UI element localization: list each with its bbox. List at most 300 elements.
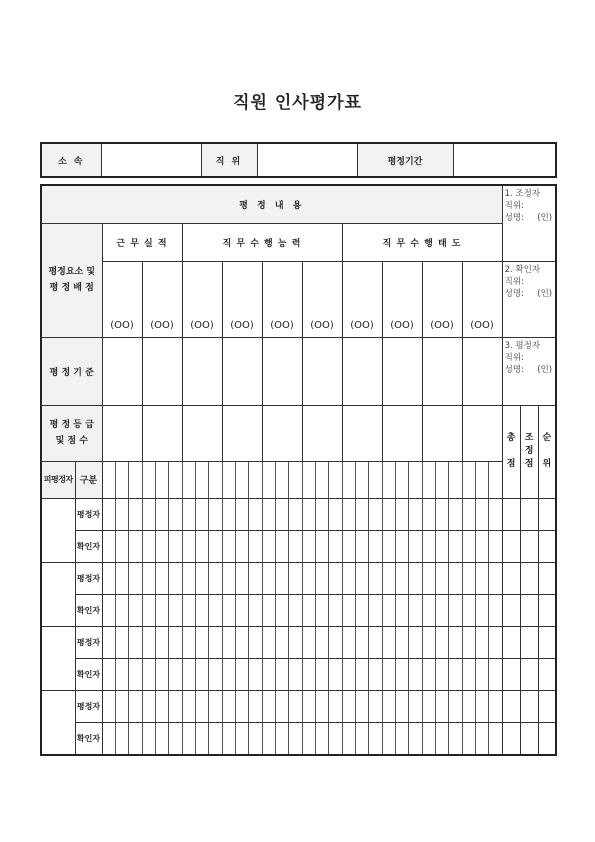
total-cell[interactable] [502,530,520,562]
sub-grid-cell[interactable] [369,563,382,594]
sub-grid-cell[interactable] [249,691,262,722]
sub-grid-cell[interactable] [116,531,129,562]
sub-grid-cell[interactable] [436,531,449,562]
sub-grid-cell[interactable] [463,595,476,626]
sub-grid-cell[interactable] [383,563,396,594]
sub-grid-cell[interactable] [116,627,129,658]
sub-grid-cell[interactable] [303,531,316,562]
sub-grid-cell[interactable] [249,595,262,626]
sub-grid-cell[interactable] [489,499,501,530]
sub-grid-cell[interactable] [183,691,196,722]
ratee-name-cell[interactable] [41,498,75,562]
criteria-cell[interactable] [262,337,302,405]
grade-cell[interactable] [422,405,462,461]
sub-grid-cell[interactable] [196,499,209,530]
sub-grid-cell[interactable] [143,531,156,562]
sub-grid-cell[interactable] [249,627,262,658]
total-cell[interactable] [502,562,520,594]
grid-row[interactable] [102,658,502,690]
sub-grid-cell[interactable] [209,659,222,690]
sub-grid-cell[interactable] [436,627,449,658]
sub-grid-cell[interactable] [489,595,501,626]
sub-grid-cell[interactable] [103,627,116,658]
sub-grid-cell[interactable] [423,627,436,658]
sub-grid-cell[interactable] [263,691,276,722]
sub-grid-cell[interactable] [423,462,436,498]
total-cell[interactable] [502,722,520,755]
sub-grid-cell[interactable] [183,499,196,530]
sub-grid-cell[interactable] [329,531,342,562]
sub-grid-cell[interactable] [143,627,156,658]
sub-grid-cell[interactable] [356,563,369,594]
sub-grid-cell[interactable] [436,462,449,498]
sub-grid-cell[interactable] [183,595,196,626]
sub-grid-cell[interactable] [476,659,489,690]
sub-grid-cell[interactable] [356,691,369,722]
sub-grid-cell[interactable] [449,531,462,562]
period-field[interactable] [453,143,556,177]
sub-grid-cell[interactable] [223,499,236,530]
sub-grid-cell[interactable] [276,499,289,530]
sub-grid-cell[interactable] [209,462,222,498]
rank-cell[interactable] [538,690,556,722]
total-cell[interactable] [502,594,520,626]
sub-grid-cell[interactable] [343,499,356,530]
grade-cell[interactable] [382,405,422,461]
sub-grid-cell[interactable] [316,691,329,722]
sub-grid-cell[interactable] [289,627,302,658]
sub-grid-cell[interactable] [343,595,356,626]
sub-grid-cell[interactable] [476,595,489,626]
sub-grid-cell[interactable] [103,499,116,530]
sub-grid-cell[interactable] [356,499,369,530]
sub-grid-cell[interactable] [396,691,409,722]
adjusted-cell[interactable] [520,626,538,658]
sub-grid-cell[interactable] [129,691,142,722]
sub-grid-cell[interactable] [369,627,382,658]
sub-grid-cell[interactable] [409,659,422,690]
sub-grid-cell[interactable] [489,563,501,594]
sub-grid-cell[interactable] [223,627,236,658]
sub-grid-cell[interactable] [223,659,236,690]
sub-grid-cell[interactable] [156,659,169,690]
sub-grid-cell[interactable] [116,462,129,498]
sub-grid-cell[interactable] [316,659,329,690]
sub-grid-cell[interactable] [169,499,182,530]
sub-grid-cell[interactable] [129,659,142,690]
sub-grid-cell[interactable] [343,563,356,594]
sub-grid-cell[interactable] [423,531,436,562]
grid-row[interactable] [102,530,502,562]
sub-grid-cell[interactable] [263,499,276,530]
ratee-name-cell[interactable] [41,562,75,626]
sub-grid-cell[interactable] [156,691,169,722]
sub-grid-cell[interactable] [329,563,342,594]
sub-grid-cell[interactable] [276,691,289,722]
sub-grid-cell[interactable] [316,627,329,658]
grade-cell[interactable] [342,405,382,461]
grid-row[interactable] [102,722,502,755]
sub-grid-cell[interactable] [236,462,249,498]
sub-grid-cell[interactable] [129,595,142,626]
sub-grid-cell[interactable] [169,595,182,626]
sub-grid-cell[interactable] [369,595,382,626]
sub-grid-cell[interactable] [356,723,369,754]
sub-grid-cell[interactable] [409,595,422,626]
sub-grid-cell[interactable] [129,563,142,594]
sub-grid-cell[interactable] [383,627,396,658]
sub-grid-cell[interactable] [276,627,289,658]
grid-row[interactable] [102,498,502,530]
sub-grid-cell[interactable] [209,531,222,562]
sub-grid-cell[interactable] [169,462,182,498]
sub-grid-cell[interactable] [156,531,169,562]
adjusted-cell[interactable] [520,690,538,722]
sub-grid-cell[interactable] [236,691,249,722]
sub-grid-cell[interactable] [156,595,169,626]
sub-grid-cell[interactable] [276,462,289,498]
sub-grid-cell[interactable] [289,595,302,626]
sub-grid-cell[interactable] [369,462,382,498]
sub-grid-cell[interactable] [156,723,169,754]
sub-grid-cell[interactable] [449,563,462,594]
sub-grid-cell[interactable] [423,563,436,594]
grade-cell[interactable] [302,405,342,461]
sub-grid-cell[interactable] [249,531,262,562]
sub-grid-cell[interactable] [449,691,462,722]
sub-grid-cell[interactable] [409,627,422,658]
sub-grid-cell[interactable] [196,563,209,594]
sub-grid-cell[interactable] [103,723,116,754]
sub-grid-cell[interactable] [316,563,329,594]
sub-grid-cell[interactable] [156,499,169,530]
sub-grid-cell[interactable] [409,499,422,530]
sub-grid-cell[interactable] [476,531,489,562]
sub-grid-cell[interactable] [236,627,249,658]
sub-grid-cell[interactable] [396,723,409,754]
sub-grid-cell[interactable] [223,691,236,722]
sub-grid-cell[interactable] [303,462,316,498]
sub-grid-cell[interactable] [183,723,196,754]
adjusted-cell[interactable] [520,530,538,562]
sub-grid-cell[interactable] [329,462,342,498]
sub-grid-cell[interactable] [196,723,209,754]
sub-grid-cell[interactable] [329,723,342,754]
sub-grid-cell[interactable] [263,627,276,658]
sub-grid-cell[interactable] [316,531,329,562]
sub-grid-cell[interactable] [489,659,501,690]
sub-grid-cell[interactable] [276,723,289,754]
sub-grid-cell[interactable] [116,723,129,754]
sub-grid-cell[interactable] [183,531,196,562]
sub-grid-cell[interactable] [409,462,422,498]
sub-grid-cell[interactable] [463,627,476,658]
criteria-cell[interactable] [342,337,382,405]
sub-grid-cell[interactable] [303,563,316,594]
sub-grid-cell[interactable] [236,595,249,626]
criteria-cell[interactable] [182,337,222,405]
sub-grid-cell[interactable] [383,499,396,530]
sub-grid-cell[interactable] [103,691,116,722]
rank-cell[interactable] [538,658,556,690]
sub-grid-cell[interactable] [183,659,196,690]
sub-grid-cell[interactable] [209,723,222,754]
sub-grid-cell[interactable] [223,563,236,594]
grid-row[interactable] [102,562,502,594]
sub-grid-cell[interactable] [103,531,116,562]
sub-grid-cell[interactable] [263,563,276,594]
sub-grid-cell[interactable] [396,627,409,658]
sub-grid-cell[interactable] [103,659,116,690]
sub-grid-cell[interactable] [423,595,436,626]
sub-grid-cell[interactable] [423,723,436,754]
sub-grid-cell[interactable] [343,531,356,562]
total-cell[interactable] [502,690,520,722]
sub-grid-cell[interactable] [303,627,316,658]
sub-grid-cell[interactable] [289,563,302,594]
sub-grid-cell[interactable] [129,462,142,498]
sub-grid-cell[interactable] [476,627,489,658]
sub-grid-cell[interactable] [276,531,289,562]
sub-grid-cell[interactable] [303,595,316,626]
sub-grid-cell[interactable] [303,659,316,690]
grid-row[interactable] [102,690,502,722]
grade-cell[interactable] [222,405,262,461]
sub-grid-cell[interactable] [263,531,276,562]
sub-grid-cell[interactable] [329,499,342,530]
adjusted-cell[interactable] [520,562,538,594]
sub-grid-cell[interactable] [289,531,302,562]
sub-grid-cell[interactable] [289,659,302,690]
sub-grid-cell[interactable] [383,531,396,562]
sub-grid-cell[interactable] [236,563,249,594]
sub-grid-cell[interactable] [236,531,249,562]
rank-cell[interactable] [538,530,556,562]
sub-grid-cell[interactable] [396,499,409,530]
sub-grid-cell[interactable] [169,627,182,658]
sub-grid-cell[interactable] [263,595,276,626]
sub-grid-cell[interactable] [489,462,501,498]
adjuster-sign-box[interactable] [502,185,556,261]
sub-grid-cell[interactable] [383,723,396,754]
sub-grid-cell[interactable] [316,723,329,754]
sub-grid-cell[interactable] [369,499,382,530]
sub-grid-cell[interactable] [129,499,142,530]
confirmer-sign-box[interactable] [502,261,556,337]
sub-grid-cell[interactable] [463,691,476,722]
criteria-cell[interactable] [102,337,142,405]
sub-grid-cell[interactable] [369,691,382,722]
sub-grid-cell[interactable] [409,531,422,562]
grade-cell[interactable] [262,405,302,461]
sub-grid-cell[interactable] [396,462,409,498]
sub-grid-cell[interactable] [356,462,369,498]
criteria-cell[interactable] [222,337,262,405]
sub-grid-cell[interactable] [183,563,196,594]
sub-grid-cell[interactable] [249,659,262,690]
sub-grid-cell[interactable] [209,499,222,530]
sub-grid-cell[interactable] [396,659,409,690]
sub-grid-cell[interactable] [396,595,409,626]
sub-grid-cell[interactable] [276,563,289,594]
adjusted-cell[interactable] [520,498,538,530]
grade-cell[interactable] [182,405,222,461]
sub-grid-cell[interactable] [476,723,489,754]
rank-cell[interactable] [538,498,556,530]
sub-grid-cell[interactable] [383,595,396,626]
sub-grid-cell[interactable] [143,595,156,626]
sub-grid-cell[interactable] [143,563,156,594]
sub-grid-cell[interactable] [449,462,462,498]
sub-grid-cell[interactable] [263,659,276,690]
sub-grid-cell[interactable] [396,531,409,562]
sub-grid-cell[interactable] [436,563,449,594]
sub-grid-cell[interactable] [409,723,422,754]
sub-grid-cell[interactable] [209,691,222,722]
sub-grid-cell[interactable] [303,499,316,530]
criteria-cell[interactable] [422,337,462,405]
sub-grid-cell[interactable] [209,627,222,658]
sub-grid-cell[interactable] [129,531,142,562]
criteria-cell[interactable] [302,337,342,405]
sub-grid-cell[interactable] [489,627,501,658]
sub-grid-cell[interactable] [196,659,209,690]
rank-cell[interactable] [538,626,556,658]
grade-cell[interactable] [142,405,182,461]
sub-grid-cell[interactable] [476,499,489,530]
sub-grid-cell[interactable] [103,462,116,498]
sub-grid-cell[interactable] [183,462,196,498]
sub-grid-cell[interactable] [436,595,449,626]
sub-grid-cell[interactable] [316,595,329,626]
sub-grid-cell[interactable] [409,691,422,722]
sub-grid-cell[interactable] [343,462,356,498]
grid-row[interactable] [102,594,502,626]
sub-grid-cell[interactable] [263,462,276,498]
sub-grid-cell[interactable] [116,595,129,626]
sub-grid-cell[interactable] [116,499,129,530]
sub-grid-cell[interactable] [129,627,142,658]
sub-grid-cell[interactable] [249,499,262,530]
sub-grid-cell[interactable] [343,627,356,658]
sub-grid-cell[interactable] [476,563,489,594]
sub-grid-cell[interactable] [463,723,476,754]
sub-grid-cell[interactable] [463,462,476,498]
sub-grid-cell[interactable] [383,691,396,722]
sub-grid-cell[interactable] [236,659,249,690]
criteria-cell[interactable] [462,337,502,405]
sub-grid-cell[interactable] [436,691,449,722]
sub-grid-cell[interactable] [103,595,116,626]
sub-grid-cell[interactable] [463,659,476,690]
sub-grid-cell[interactable] [329,627,342,658]
sub-grid-cell[interactable] [463,531,476,562]
sub-grid-cell[interactable] [356,627,369,658]
ratee-name-cell[interactable] [41,690,75,755]
sub-grid-cell[interactable] [223,723,236,754]
sub-grid-cell[interactable] [143,659,156,690]
sub-grid-cell[interactable] [356,595,369,626]
sub-grid-cell[interactable] [196,691,209,722]
sub-grid-cell[interactable] [143,691,156,722]
total-cell[interactable] [502,498,520,530]
sub-grid-cell[interactable] [236,499,249,530]
rank-cell[interactable] [538,562,556,594]
sub-grid-cell[interactable] [489,691,501,722]
adjusted-cell[interactable] [520,594,538,626]
rater-sign-box[interactable] [502,337,556,405]
sub-grid-cell[interactable] [449,723,462,754]
sub-grid-cell[interactable] [436,659,449,690]
sub-grid-cell[interactable] [329,595,342,626]
sub-grid-cell[interactable] [476,691,489,722]
sub-grid-cell[interactable] [476,462,489,498]
sub-grid-cell[interactable] [356,531,369,562]
grade-cell[interactable] [462,405,502,461]
sub-grid-cell[interactable] [209,595,222,626]
sub-grid-cell[interactable] [356,659,369,690]
sub-grid-cell[interactable] [436,499,449,530]
criteria-cell[interactable] [382,337,422,405]
sub-grid-cell[interactable] [116,691,129,722]
sub-grid-cell[interactable] [343,659,356,690]
sub-grid-cell[interactable] [223,595,236,626]
sub-grid-cell[interactable] [169,723,182,754]
sub-grid-cell[interactable] [423,659,436,690]
sub-grid-cell[interactable] [249,462,262,498]
sub-grid-cell[interactable] [183,627,196,658]
sub-grid-cell[interactable] [143,723,156,754]
sub-grid-cell[interactable] [436,723,449,754]
sub-grid-cell[interactable] [423,499,436,530]
sub-grid-cell[interactable] [369,531,382,562]
total-cell[interactable] [502,626,520,658]
sub-grid-cell[interactable] [223,531,236,562]
sub-grid-cell[interactable] [489,531,501,562]
sub-grid-cell[interactable] [303,691,316,722]
total-cell[interactable] [502,658,520,690]
sub-grid-cell[interactable] [169,691,182,722]
affiliation-field[interactable] [101,143,201,177]
sub-grid-cell[interactable] [276,595,289,626]
sub-grid-cell[interactable] [196,462,209,498]
sub-grid-cell[interactable] [396,563,409,594]
sub-grid-cell[interactable] [169,659,182,690]
sub-grid-cell[interactable] [329,659,342,690]
sub-grid-cell[interactable] [289,462,302,498]
sub-grid-cell[interactable] [129,723,142,754]
sub-grid-cell[interactable] [303,723,316,754]
sub-grid-cell[interactable] [289,691,302,722]
sub-grid-cell[interactable] [329,691,342,722]
sub-grid-cell[interactable] [316,462,329,498]
adjusted-cell[interactable] [520,658,538,690]
sub-grid-cell[interactable] [156,462,169,498]
sub-grid-cell[interactable] [143,462,156,498]
adjusted-cell[interactable] [520,722,538,755]
sub-grid-cell[interactable] [316,499,329,530]
sub-grid-cell[interactable] [276,659,289,690]
position-field[interactable] [257,143,357,177]
sub-grid-cell[interactable] [409,563,422,594]
sub-grid-cell[interactable] [449,659,462,690]
sub-grid-cell[interactable] [343,691,356,722]
sub-grid-cell[interactable] [196,627,209,658]
sub-grid-cell[interactable] [249,563,262,594]
sub-grid-cell[interactable] [289,499,302,530]
sub-grid-cell[interactable] [196,531,209,562]
sub-grid-cell[interactable] [116,563,129,594]
